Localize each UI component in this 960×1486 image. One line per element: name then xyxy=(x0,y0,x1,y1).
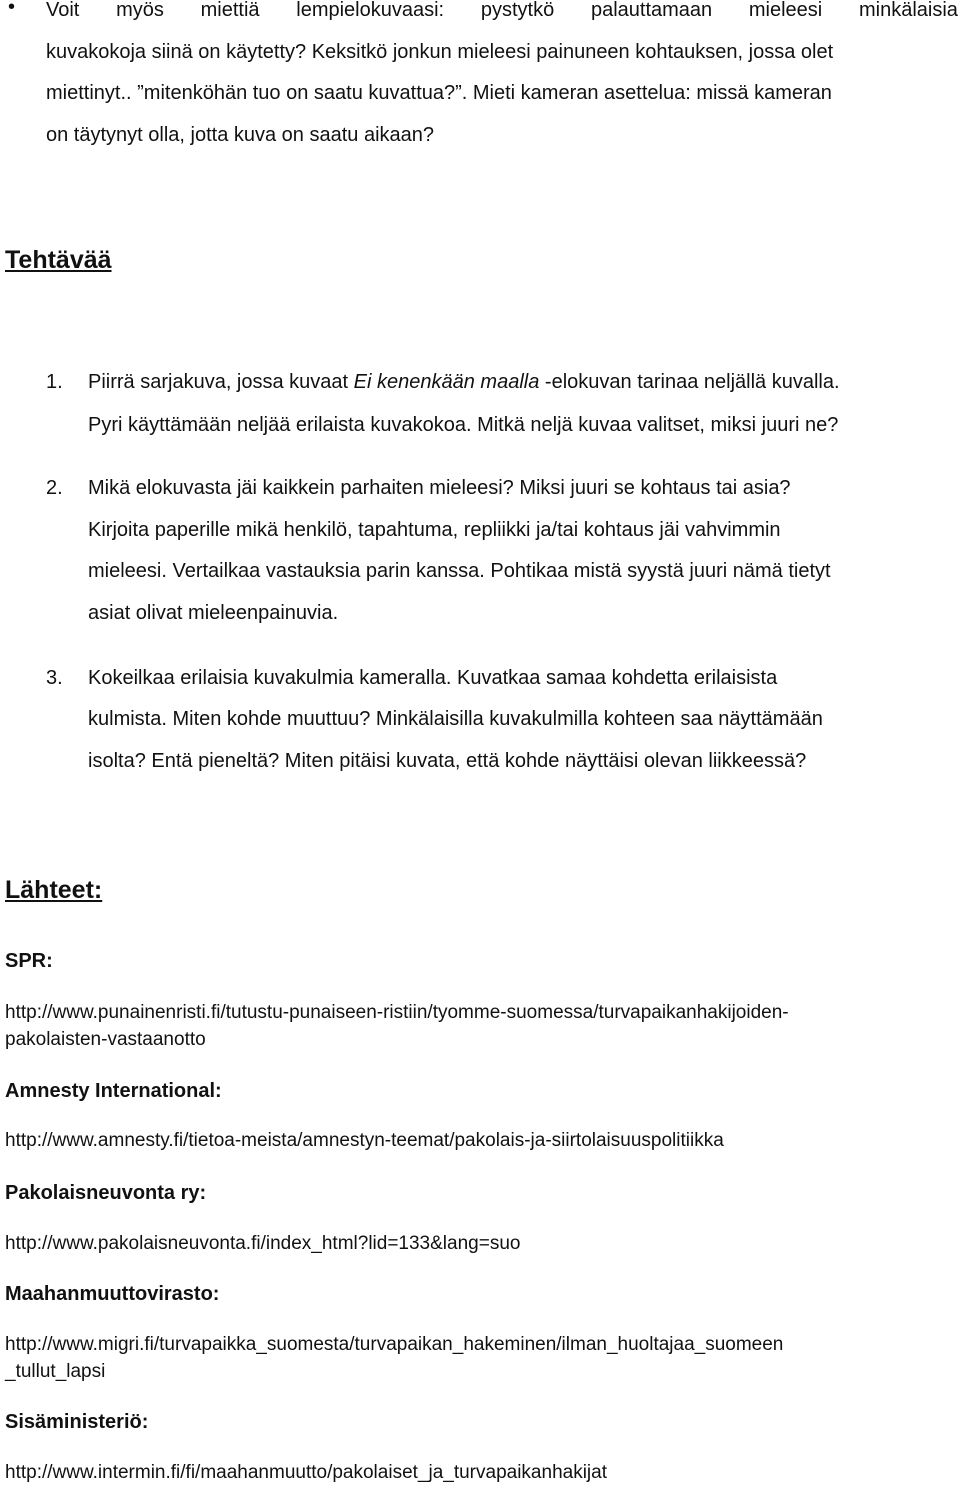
task-number-1: 1. xyxy=(46,371,63,393)
task-1-text-a: Piirrä sarjakuva, jossa kuvaat xyxy=(88,371,354,393)
task-2-line-2: Kirjoita paperille mikä henkilö, tapahtuma, repliikki ja/tai kohtaus jäi vahvimmin xyxy=(88,519,781,541)
intro-line-1 xyxy=(46,0,958,24)
task-1-line-2: Pyri käyttämään neljää erilaista kuvakokoa. Mitkä neljä kuvaa valitset, miksi juuri ne? xyxy=(88,414,839,436)
source-name-pakolaisneuvonta: Pakolaisneuvonta ry: xyxy=(5,1182,207,1204)
intro-line-3: miettinyt.. ”mitenköhän tuo on saatu kuvattua?”. Mieti kameran asettelua: missä kameran xyxy=(46,82,832,104)
word: pystytkö xyxy=(480,0,555,21)
film-title: Ei kenenkään maalla xyxy=(353,371,540,393)
sources-heading: Lähteet: xyxy=(5,876,103,904)
word: palauttamaan xyxy=(590,0,713,21)
word: mieleesi xyxy=(748,0,823,21)
task-2-line-4: asiat olivat mieleenpainuvia. xyxy=(88,602,339,624)
bullet-marker: • xyxy=(8,0,16,18)
task-3-line-2: kulmista. Miten kohde muuttuu? Minkälaisilla kuvakulmilla kohteen saa näyttämään xyxy=(88,708,823,730)
word: Voit xyxy=(46,0,80,21)
tasks-heading: Tehtävää xyxy=(5,246,112,274)
task-1-text-b: -elokuvan tarinaa neljällä kuvalla. xyxy=(539,371,840,393)
intro-line-4: on täytynyt olla, jotta kuva on saatu aikaan? xyxy=(46,124,435,146)
task-2-line-1: Mikä elokuvasta jäi kaikkein parhaiten mieleesi? Miksi juuri se kohtaus tai asia? xyxy=(88,477,791,499)
source-link-intermin[interactable]: http://www.intermin.fi/fi/maahanmuutto/pakolaiset_ja_turvapaikanhakijat xyxy=(5,1462,607,1483)
source-link-spr[interactable]: http://www.punainenristi.fi/tutustu-punaiseen-ristiin/tyomme-suomessa/turvapaikanhakijoiden- xyxy=(5,1002,789,1023)
source-link-amnesty[interactable]: http://www.amnesty.fi/tietoa-meista/amnestyn-teemat/pakolais-ja-siirtolaisuuspolitiikka xyxy=(5,1130,724,1151)
task-1-line-1 xyxy=(88,368,840,396)
task-2-line-3: mieleesi. Vertailkaa vastauksia parin kanssa. Pohtikaa mistä syystä juuri nämä tietyt xyxy=(88,560,831,582)
word: myös xyxy=(116,0,164,21)
word: minkälaisia xyxy=(858,0,958,21)
source-link-migri[interactable]: http://www.migri.fi/turvapaikka_suomesta/turvapaikan_hakeminen/ilman_huoltajaa_suomeen xyxy=(5,1334,784,1355)
word: miettiä xyxy=(200,0,260,21)
task-3-line-1: Kokeilkaa erilaisia kuvakulmia kameralla. Kuvatkaa samaa kohdetta erilaisista xyxy=(88,667,778,689)
source-link-migri-cont[interactable]: _tullut_lapsi xyxy=(5,1361,106,1382)
task-number-2: 2. xyxy=(46,477,63,499)
source-link-spr-cont[interactable]: pakolaisten-vastaanotto xyxy=(5,1029,206,1050)
task-number-3: 3. xyxy=(46,667,63,689)
source-name-amnesty: Amnesty International: xyxy=(5,1080,222,1102)
source-name-intermin: Sisäministeriö: xyxy=(5,1411,149,1433)
source-link-pakolaisneuvonta[interactable]: http://www.pakolaisneuvonta.fi/index_html?lid=133&lang=suo xyxy=(5,1233,521,1254)
source-name-spr: SPR: xyxy=(5,950,53,972)
source-name-migri: Maahanmuuttovirasto: xyxy=(5,1283,220,1305)
intro-line-2: kuvakokoja siinä on käytetty? Keksitkö jonkun mieleesi painuneen kohtauksen, jossa olet xyxy=(46,41,834,63)
word: lempielokuvaasi: xyxy=(296,0,445,21)
task-3-line-3: isolta? Entä pieneltä? Miten pitäisi kuvata, että kohde näyttäisi olevan liikkeessä? xyxy=(88,750,807,772)
